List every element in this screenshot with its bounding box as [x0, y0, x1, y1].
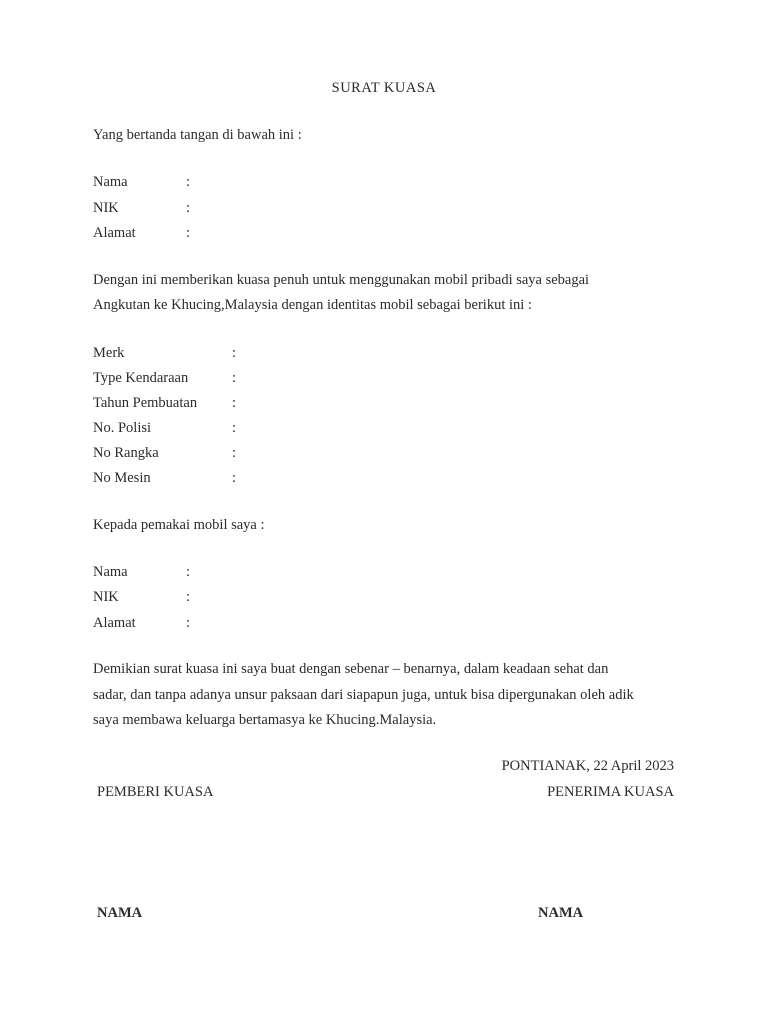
field-separator: :	[232, 395, 237, 411]
field-label: No Rangka	[93, 445, 159, 461]
field-separator: :	[186, 225, 191, 241]
field-label: Alamat	[93, 225, 136, 241]
closing-line-3: saya membawa keluarga bertamasya ke Khucing.Malaysia.	[93, 712, 437, 728]
closing-line-1: Demikian surat kuasa ini saya buat dengan sebenar – benarnya, dalam keadaan sehat dan	[93, 661, 609, 677]
intro-text: Yang bertanda tangan di bawah ini :	[93, 127, 302, 143]
field-separator: :	[186, 589, 191, 605]
field-separator: :	[232, 470, 237, 486]
recipient-intro: Kepada pemakai mobil saya :	[93, 517, 265, 533]
field-label: NIK	[93, 200, 119, 216]
field-separator: :	[232, 345, 237, 361]
field-separator: :	[232, 445, 237, 461]
field-separator: :	[232, 420, 237, 436]
field-separator: :	[186, 564, 191, 580]
statement-line-1: Dengan ini memberikan kuasa penuh untuk menggunakan mobil pribadi saya sebagai	[93, 272, 590, 288]
field-label: NIK	[93, 589, 119, 605]
field-label: Nama	[93, 174, 128, 190]
field-label: Type Kendaraan	[93, 370, 189, 386]
place-date: PONTIANAK, 22 April 2023	[501, 758, 674, 774]
field-separator: :	[186, 174, 191, 190]
recipient-name: NAMA	[538, 905, 584, 921]
field-separator: :	[186, 200, 191, 216]
field-separator: :	[186, 615, 191, 631]
field-label: Nama	[93, 564, 128, 580]
field-label: Alamat	[93, 615, 136, 631]
field-label: No Mesin	[93, 470, 151, 486]
field-label: Merk	[93, 345, 125, 361]
field-label: No. Polisi	[93, 420, 152, 436]
document-title: SURAT KUASA	[331, 80, 437, 96]
grantor-name: NAMA	[97, 905, 143, 921]
field-label: Tahun Pembuatan	[93, 395, 198, 411]
recipient-signature-label: PENERIMA KUASA	[547, 784, 674, 800]
statement-line-2: Angkutan ke Khucing,Malaysia dengan identitas mobil sebagai berikut ini :	[93, 297, 532, 313]
field-separator: :	[232, 370, 237, 386]
closing-line-2: sadar, dan tanpa adanya unsur paksaan dari siapapun juga, untuk bisa dipergunakan oleh adik	[93, 687, 634, 703]
grantor-signature-label: PEMBERI KUASA	[97, 784, 214, 800]
